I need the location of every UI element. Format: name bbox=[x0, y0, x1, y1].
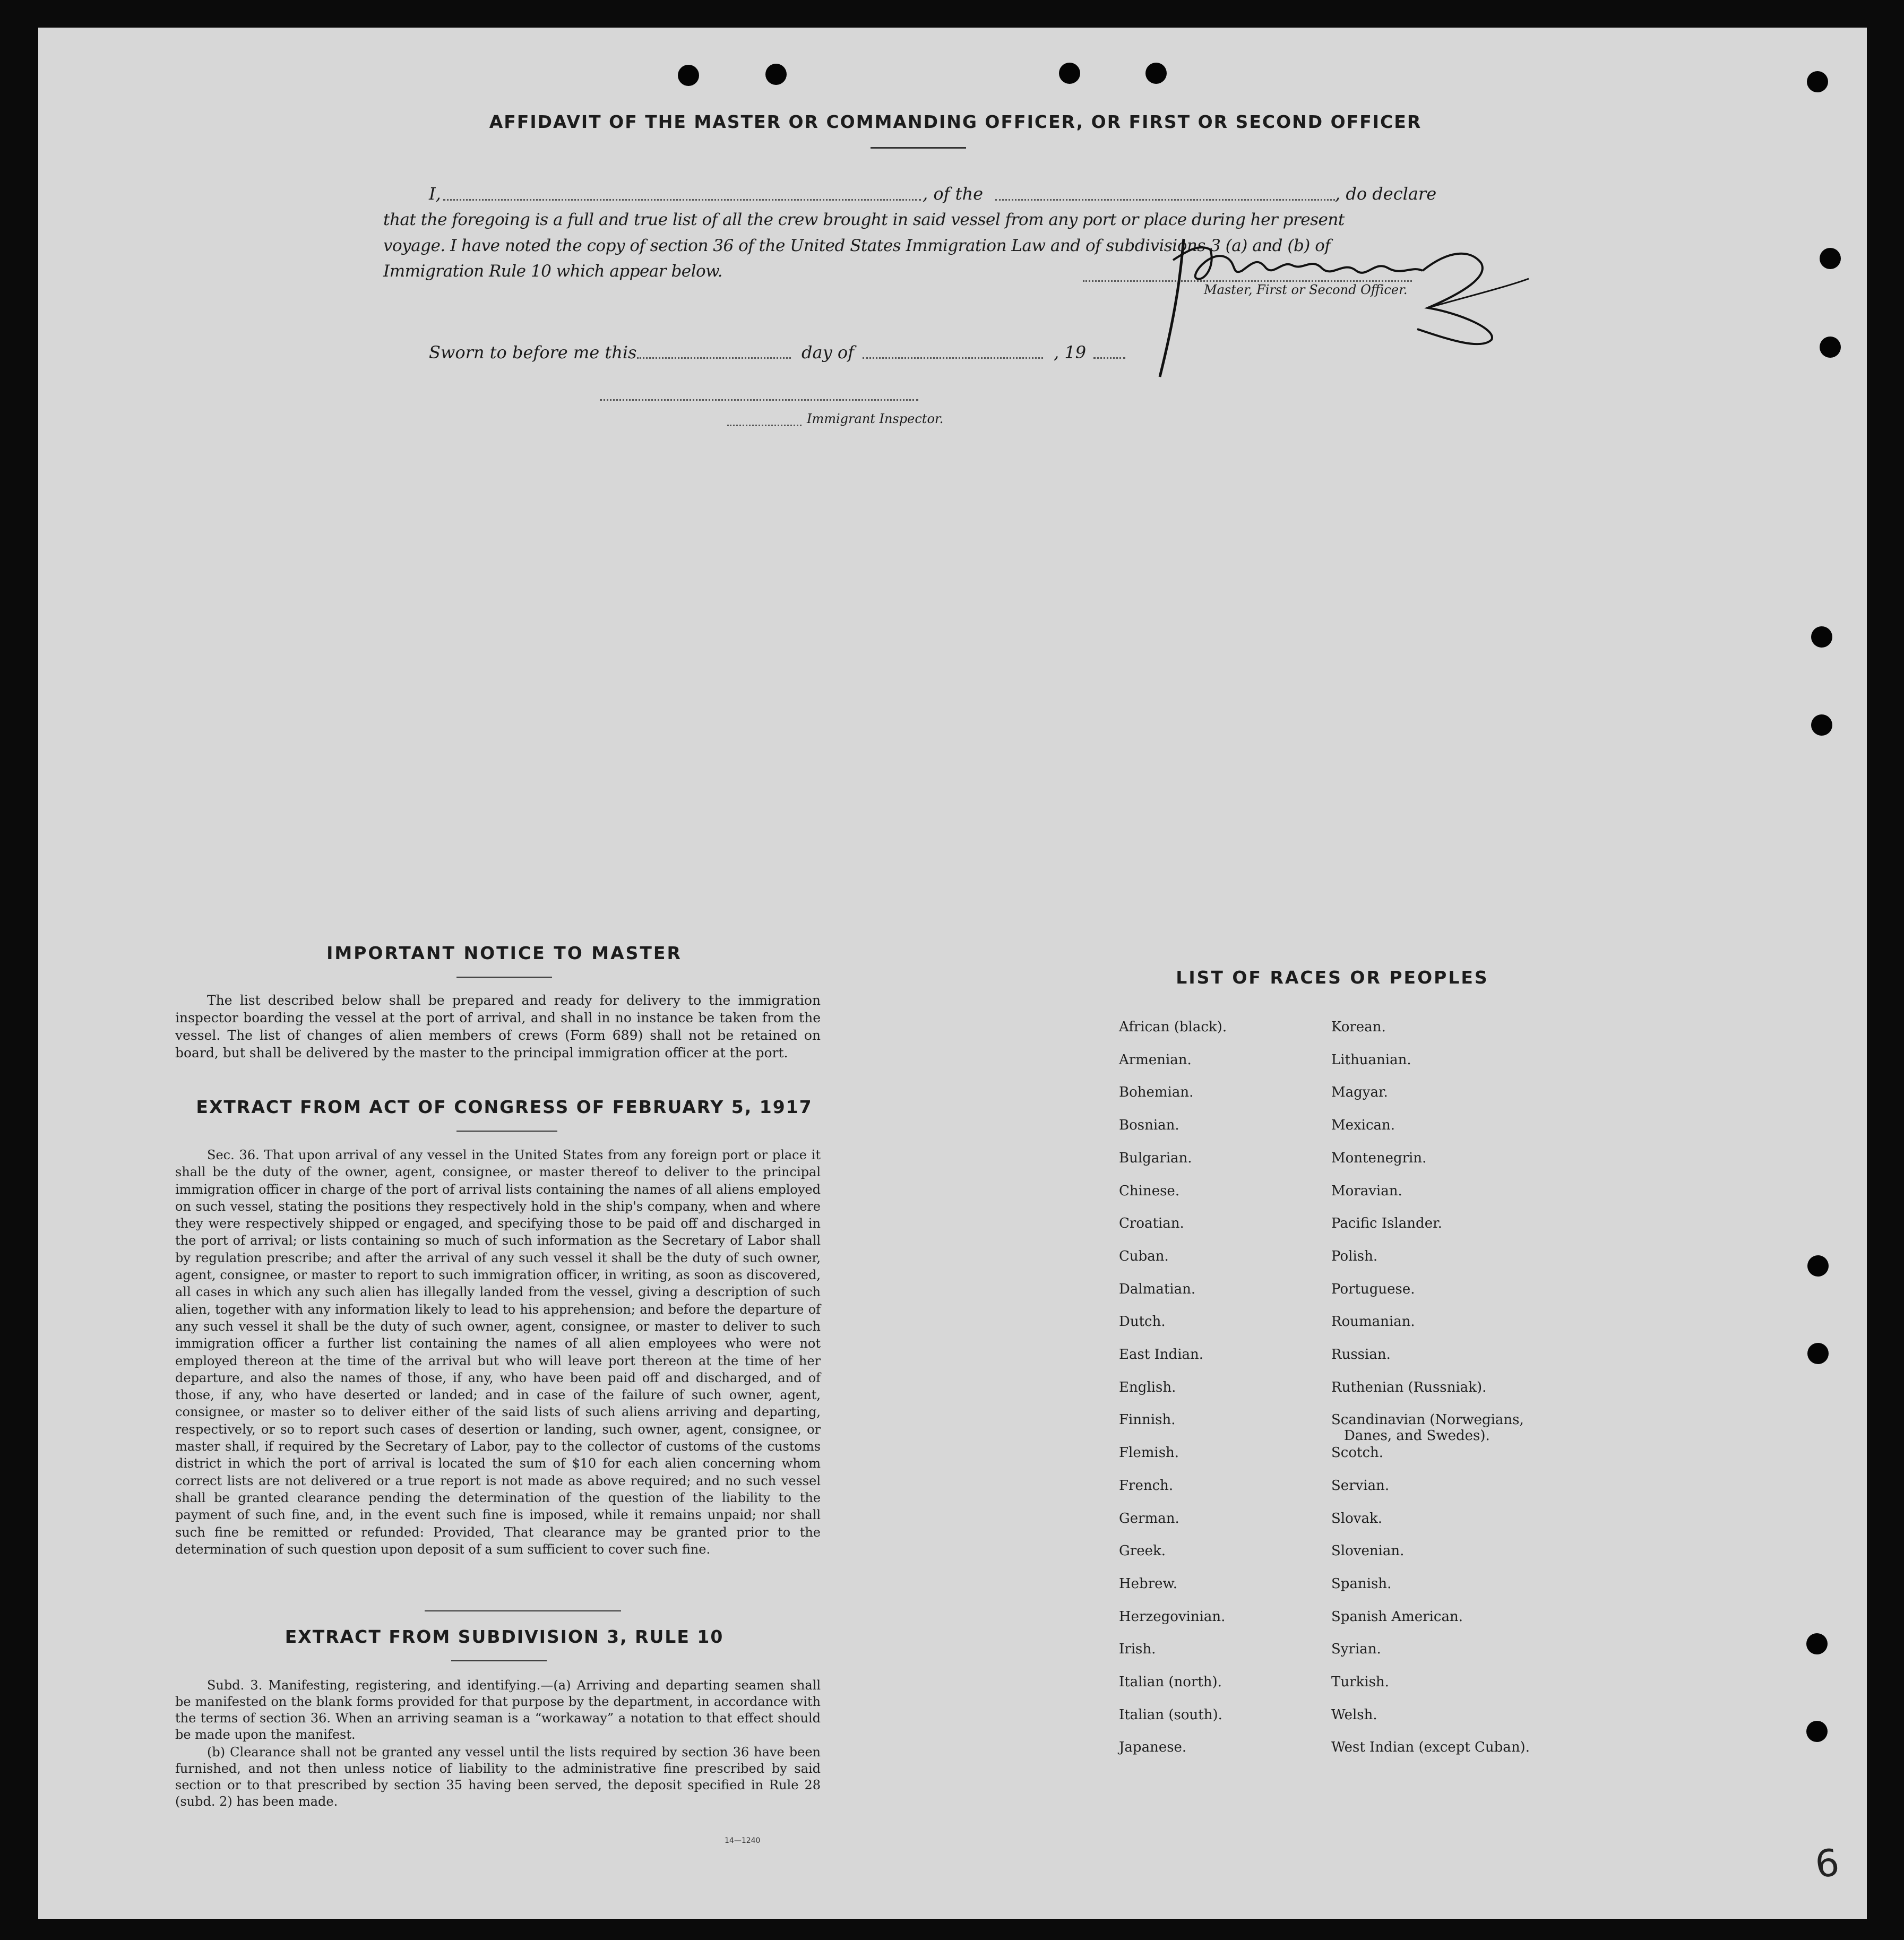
notice-underline bbox=[456, 977, 552, 978]
notice-title: IMPORTANT NOTICE TO MASTER bbox=[326, 943, 682, 963]
race-item: Spanish American. bbox=[1331, 1609, 1463, 1625]
vessel-field[interactable] bbox=[995, 199, 1335, 201]
races-title: LIST OF RACES OR PEOPLES bbox=[1176, 967, 1489, 988]
race-item: Flemish. bbox=[1119, 1445, 1179, 1461]
punch-hole bbox=[1806, 1721, 1828, 1742]
sworn-day-field[interactable] bbox=[637, 357, 791, 359]
race-item: Montenegrin. bbox=[1331, 1150, 1427, 1166]
race-item: West Indian (except Cuban). bbox=[1331, 1739, 1530, 1755]
race-item: Croatian. bbox=[1119, 1215, 1184, 1231]
race-item: Slovak. bbox=[1331, 1511, 1382, 1527]
race-item: Welsh. bbox=[1331, 1707, 1377, 1723]
act-extract-text: Sec. 36. That upon arrival of any vessel in the United States from any foreign port or place it shall be the duty of the owner, agent, consignee, or master thereof to deliver to the principal immigration officer in charge of the port of arrival lists containing the names of all aliens employed on such vessel, stating the positions they respectively hold in the ship's company, when and where they were respectively shipped or engaged, and specifying those to be paid off and discharged in the port of arrival; or lists containing so much of such information as the Secretary of Labor shall by regulation prescribe; and after the arrival of any such vessel it shall be the duty of such owner, agent, consignee, or master to report to such immigration officer, in writing, as soon as discovered, all cases in which any such alien has illegally landed from the vessel, giving a description of such alien, together with any information likely to lead to his apprehension; and before the departure of any such vessel it shall be the duty of such owner, agent, consignee, or master to deliver to such immigration officer a further list containing the names of all alien employees who were not employed thereon at the time of the arrival but who will leave port thereon at the time of her departure, and also the names of those, if any, who have been paid off and discharged, and of those, if any, who have deserted or landed; and in case of the failure of such owner, agent, consignee, or master so to deliver either of the said lists of such aliens arriving and departing, respectively, or so to report such cases of desertion or landing, such owner, agent, consignee, or master shall, if required by the Secretary of Labor, pay to the collector of customs of the customs district in which the port of arrival is located the sum of $10 for each alien concerning whom correct lists are not delivered or a true report is not made as above required; and no such vessel shall be granted clearance pending the determination of the question of the liability to the payment of such fine, and, in the event such fine is imposed, while it remains unpaid; nor shall such fine be remitted or refunded: Provided, That clearance may be granted prior to the determination of such question upon deposit of a sum sufficient to cover such fine. bbox=[175, 1148, 821, 1557]
race-item: English. bbox=[1119, 1379, 1176, 1395]
inspector-caption-line bbox=[727, 425, 802, 426]
punch-hole bbox=[1811, 626, 1832, 648]
race-item: Bosnian. bbox=[1119, 1117, 1179, 1133]
sworn-month-field[interactable] bbox=[863, 357, 1043, 359]
race-item: Armenian. bbox=[1119, 1052, 1192, 1068]
punch-hole bbox=[1145, 63, 1167, 84]
race-item: Turkish. bbox=[1331, 1674, 1389, 1690]
race-item: Korean. bbox=[1331, 1019, 1386, 1035]
race-item: Portuguese. bbox=[1331, 1281, 1415, 1297]
race-item: African (black). bbox=[1119, 1019, 1227, 1035]
race-item: Spanish. bbox=[1331, 1576, 1392, 1592]
affidavit-line-2: that the foregoing is a full and true list of all the crew brought in said vessel from any port or place during her present bbox=[383, 210, 1345, 229]
race-item: Japanese. bbox=[1119, 1739, 1187, 1755]
sworn-day-of: day of bbox=[802, 342, 854, 363]
race-item: Russian. bbox=[1331, 1347, 1391, 1363]
race-item: Herzegovinian. bbox=[1119, 1609, 1226, 1625]
race-item: Scotch. bbox=[1331, 1445, 1384, 1461]
rule-underline bbox=[451, 1660, 547, 1661]
signer-caption: Master, First or Second Officer. bbox=[1204, 282, 1408, 297]
name-field[interactable] bbox=[443, 199, 921, 201]
rule-para-a: Subd. 3. Manifesting, registering, and identifying.—(a) Arriving and departing seamen shall be manifested on the blank forms provided for that purpose by the department, in accordance with the terms of section 36. When an arriving seaman is a “workaway” a notation to that effect should be made upon the manifest. bbox=[175, 1678, 821, 1742]
inspector-caption: Immigrant Inspector. bbox=[807, 411, 944, 426]
race-item: Chinese. bbox=[1119, 1183, 1180, 1199]
punch-hole bbox=[1059, 63, 1080, 84]
punch-hole bbox=[1807, 71, 1828, 92]
race-item: Mexican. bbox=[1331, 1117, 1395, 1133]
punch-hole bbox=[1807, 1255, 1829, 1277]
race-item: Italian (north). bbox=[1119, 1674, 1222, 1690]
race-item: Dalmatian. bbox=[1119, 1281, 1196, 1297]
race-item: Cuban. bbox=[1119, 1248, 1169, 1264]
race-item: Magyar. bbox=[1331, 1084, 1388, 1100]
affidavit-of-the: , of the bbox=[923, 184, 984, 204]
race-item: Bohemian. bbox=[1119, 1084, 1194, 1100]
notice-text: The list described below shall be prepared and ready for delivery to the immigration inspector boarding the vessel at the port of arrival, and shall in no instance be taken from the vessel. The list of changes of alien members of crews (Form 689) shall not be retained on board, but shall be delivered by the master to the principal immigration officer at the port. bbox=[175, 993, 821, 1060]
punch-hole bbox=[1807, 1343, 1829, 1364]
affidavit-line-4: Immigration Rule 10 which appear below. bbox=[383, 262, 722, 281]
race-item: Bulgarian. bbox=[1119, 1150, 1192, 1166]
race-item: Ruthenian (Russniak). bbox=[1331, 1379, 1487, 1395]
race-item: Finnish. bbox=[1119, 1412, 1176, 1428]
punch-hole bbox=[1820, 337, 1841, 358]
race-item: French. bbox=[1119, 1478, 1174, 1494]
inspector-signature-line bbox=[600, 399, 918, 401]
race-item: Scandinavian (Norwegians, bbox=[1331, 1412, 1524, 1428]
race-item: Moravian. bbox=[1331, 1183, 1402, 1199]
punch-hole bbox=[678, 65, 699, 86]
race-item: Lithuanian. bbox=[1331, 1052, 1411, 1068]
section-divider bbox=[425, 1610, 621, 1611]
punch-hole bbox=[765, 64, 787, 85]
race-item: Dutch. bbox=[1119, 1314, 1166, 1330]
race-item: Greek. bbox=[1119, 1543, 1166, 1559]
act-underline bbox=[456, 1131, 557, 1132]
race-item: Servian. bbox=[1331, 1478, 1390, 1494]
handwritten-signature bbox=[1152, 228, 1534, 387]
punch-hole bbox=[1806, 1633, 1828, 1654]
sworn-year-field[interactable] bbox=[1093, 357, 1125, 359]
sworn-prefix: Sworn to before me this bbox=[429, 342, 637, 363]
affidavit-declare: , do declare bbox=[1335, 184, 1437, 204]
title-underline bbox=[871, 147, 966, 149]
race-item: Slovenian. bbox=[1331, 1543, 1405, 1559]
act-extract-title: EXTRACT FROM ACT OF CONGRESS OF FEBRUARY 5, 1917 bbox=[196, 1097, 813, 1117]
form-number: 14—1240 bbox=[725, 1836, 761, 1845]
affidavit-line-3: voyage. I have noted the copy of section 36 of the United States Immigration Law and of subdivisions 3 (a) and (b) of bbox=[383, 236, 1331, 255]
race-item: German. bbox=[1119, 1511, 1179, 1527]
race-item: Hebrew. bbox=[1119, 1576, 1177, 1592]
affidavit-i: I, bbox=[429, 184, 441, 204]
race-item: East Indian. bbox=[1119, 1347, 1204, 1363]
race-item: Pacific Islander. bbox=[1331, 1215, 1442, 1231]
punch-hole bbox=[1811, 714, 1832, 736]
punch-hole bbox=[1820, 248, 1841, 269]
sworn-year: , 19 bbox=[1054, 342, 1087, 363]
race-item: Syrian. bbox=[1331, 1641, 1381, 1657]
race-item-continuation: Danes, and Swedes). bbox=[1344, 1428, 1490, 1444]
race-item: Irish. bbox=[1119, 1641, 1156, 1657]
race-item: Italian (south). bbox=[1119, 1707, 1222, 1723]
race-item: Polish. bbox=[1331, 1248, 1378, 1264]
affidavit-title: AFFIDAVIT OF THE MASTER OR COMMANDING OFFICER, OR FIRST OR SECOND OFFICER bbox=[489, 111, 1422, 132]
rule-para-b: (b) Clearance shall not be granted any vessel until the lists required by section 36 have been furnished, and not then unless notice of liability to the administrative fine prescribed by said section or to that prescribed by section 35 having been served, the deposit specified in Rule 28 (subd. 2) has been made. bbox=[175, 1745, 821, 1809]
margin-handwritten-mark: 6 bbox=[1812, 1840, 1842, 1887]
rule-extract-title: EXTRACT FROM SUBDIVISION 3, RULE 10 bbox=[285, 1626, 724, 1647]
race-item: Roumanian. bbox=[1331, 1314, 1415, 1330]
